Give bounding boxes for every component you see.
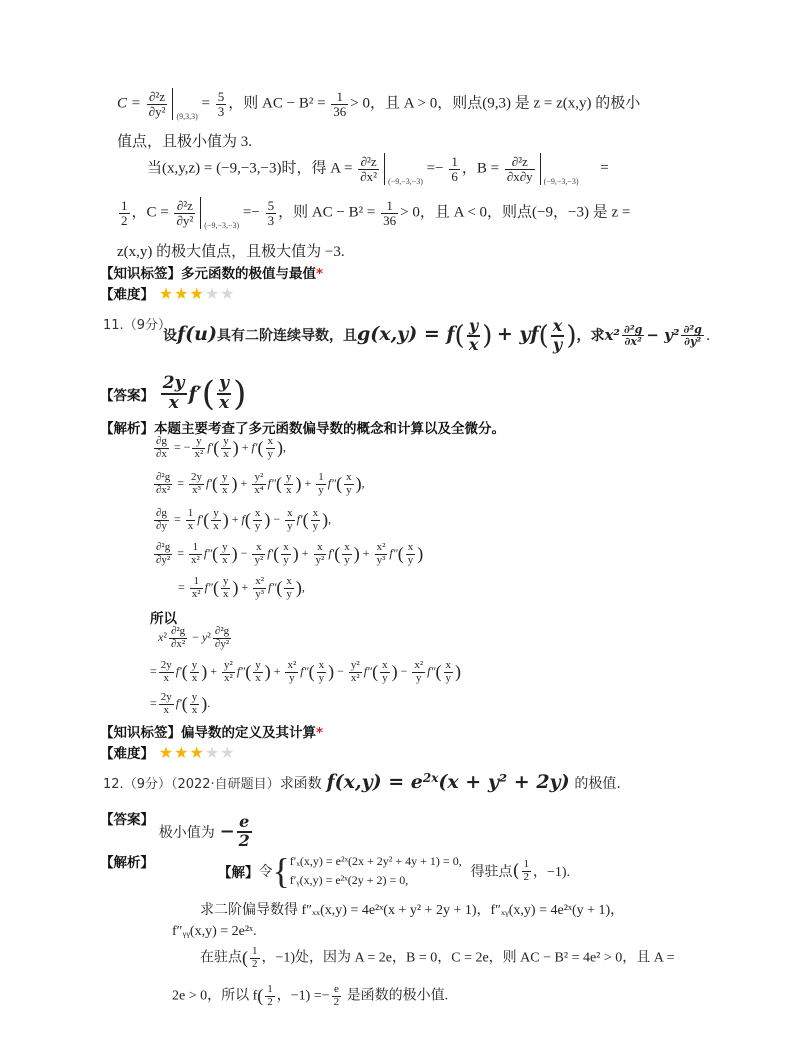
analysis-12-second-derivs: 求二阶偏导数得 f″ₓₓ(x,y) = 4e²ˣ(x + y² + 2y + 1)，f″ₓᵧ(x,y) = 4e²ˣ(y + 1)，	[200, 903, 625, 918]
numerator: 1	[121, 197, 128, 213]
fraction	[551, 318, 565, 354]
analysis-label: 【解析】	[100, 421, 154, 437]
text: ，−1)处，因为 A = 2e，B = 0，C = 2e，则 AC − B² = 4e² > 0，且 A =	[261, 950, 675, 966]
equation-system	[290, 852, 462, 890]
paren: (	[257, 985, 264, 1006]
text: 在驻点	[200, 950, 242, 966]
text: =	[201, 95, 211, 112]
analysis-12-check-2	[172, 984, 448, 1008]
analysis-12-system	[218, 850, 570, 892]
required-mark: *	[316, 725, 324, 741]
denominator: 3	[217, 103, 225, 119]
numerator: 1	[267, 983, 273, 995]
difficulty-1	[100, 283, 236, 303]
question-number: 12.	[103, 777, 124, 792]
derivation-d2g-dy2: $\frac{\text{∂²g}}{\text{∂y²}}$ = $\frac{1}{\text{x²}}$ f″( $\frac{y}{x}$ ) − $\frac{x}{\text{y²}}$ f′( $\frac{x}{y}$ ) + $\frac{x}{\text{y²}}$ f′( $\frac{x}{y}$ ) + $\frac{\text{x²}}{\text{y³}}$ f″( $\frac{x}{y}$ )	[156, 541, 424, 566]
paren: )	[566, 320, 577, 351]
fraction: $\frac{\text{∂²g}}{\text{∂y²}}$	[683, 322, 702, 349]
eval-subscript: (−9,−3,−3)	[204, 221, 240, 231]
text: 的极值.	[574, 776, 621, 792]
difficulty-2	[100, 742, 236, 762]
text: 当(x,y,z) = (−9,−3,−3)时，得 A =	[147, 160, 353, 177]
prev-solution-line-1	[117, 88, 640, 120]
paren: (	[201, 374, 215, 414]
fraction	[217, 375, 231, 413]
prev-solution-line-3	[147, 153, 609, 185]
difficulty-stars	[159, 285, 236, 303]
question-score: （9分）	[123, 318, 171, 333]
fraction	[331, 90, 348, 118]
question-11-text	[163, 318, 710, 354]
difficulty-stars	[159, 744, 236, 762]
math: f′	[188, 383, 202, 405]
star-icon: ★	[220, 743, 236, 762]
star-icon: ★	[189, 284, 205, 303]
equation-1: f′ₓ(x,y) = e²ˣ(2x + 2y² + 4y + 1) = 0,	[289, 853, 462, 868]
eval-subscript: (−9,−3,−3)	[388, 177, 423, 187]
numerator: ∂²z	[358, 155, 379, 170]
analysis-12-check-1	[200, 946, 675, 970]
paren: )	[233, 374, 247, 414]
math: − y²	[646, 325, 680, 344]
text: ，C =	[131, 204, 169, 221]
denominator: 6	[451, 168, 458, 184]
eval-bar	[384, 153, 385, 185]
denominator: 3	[267, 212, 275, 228]
text: 令	[258, 865, 273, 880]
fraction	[119, 199, 130, 227]
paren: (	[538, 320, 549, 351]
left-brace: {	[272, 851, 290, 891]
analysis-intro: 本题主要考查了多元函数偏导数的概念和计算以及全微分。	[154, 421, 505, 437]
tag-value: 多元函数的极值与最值	[181, 266, 316, 282]
tag-label: 【知识标签】	[100, 725, 181, 741]
tag-label: 【知识标签】	[100, 266, 181, 282]
text: ，B =	[461, 160, 500, 177]
numerator: 5	[217, 88, 225, 104]
answer-fraction	[237, 814, 252, 850]
star-icon: ★	[174, 284, 190, 303]
answer-12	[100, 808, 254, 850]
knowledge-tag-1	[100, 262, 323, 282]
text: =−	[426, 160, 444, 177]
question-11-header	[103, 314, 171, 333]
fraction	[505, 155, 535, 183]
prev-solution-line-2: 值点，且极小值为 3.	[117, 134, 253, 150]
derivation-expanded: = $\frac{2y}{x}$ f′( $\frac{y}{x}$ ) + $\frac{\text{y²}}{\text{x²}}$ f″( $\frac{y}{x}$ ) + $\frac{\text{x²}}{y}$ f″( $\frac{x}{y}$ ) − $\frac{\text{y²}}{\text{x²}}$ f″( $\frac{x}{y}$ ) − $\frac{\text{x²}}{y}$ f″( $\frac{x}{y}$ )	[150, 659, 461, 684]
fraction: $\frac{\text{∂²g}}{\text{∂x²}}$	[623, 322, 643, 349]
denominator: ∂x∂y	[506, 168, 533, 184]
numerator: y	[217, 375, 231, 395]
star-icon: ★	[158, 743, 175, 762]
text: ，则 AC − B² =	[228, 95, 326, 112]
eval-bar	[200, 197, 201, 229]
answer-text: 极小值为	[158, 824, 215, 841]
numerator: 1	[331, 90, 348, 105]
fraction	[265, 984, 275, 1008]
answer-label: 【答案】	[100, 812, 154, 828]
fraction	[522, 859, 532, 883]
derivation-dg-dy: $\frac{\partial g}{\partial y}$ = $\frac{1}{x}$ f′( $\frac{y}{x}$ ) + f( $\frac{x}{y}$ ) − $\frac{x}{y}$ f′( $\frac{x}{y}$ ),	[156, 507, 332, 532]
math: −	[219, 821, 235, 843]
so-label: 所以	[150, 611, 177, 627]
derivation-result: = $\frac{2y}{x}$ f′( $\frac{y}{x}$ ).	[150, 691, 211, 716]
numerator: 1	[252, 945, 258, 957]
text: ，−1).	[533, 865, 571, 880]
question-number: 11.	[103, 318, 124, 333]
text: ，求	[576, 327, 605, 344]
denominator: 2	[121, 212, 128, 228]
numerator: x	[552, 316, 563, 335]
math: (x + y² + 2y)	[438, 771, 570, 793]
text: .	[705, 327, 711, 344]
text: 2e > 0，所以 f	[172, 988, 258, 1004]
numerator: ∂²z	[147, 90, 168, 105]
numerator: 1	[381, 199, 398, 214]
fraction	[216, 90, 227, 118]
difficulty-label: 【难度】	[100, 746, 154, 762]
analysis-12-label: 【解析】	[100, 855, 154, 871]
required-mark: *	[316, 266, 324, 282]
denominator: 2	[252, 957, 258, 970]
text: 是函数的极小值.	[346, 988, 449, 1004]
math: f(u)	[177, 322, 217, 345]
paren: (	[512, 860, 520, 882]
numerator: 5	[267, 197, 275, 213]
eval-bar	[540, 153, 541, 185]
denominator: 36	[333, 103, 347, 119]
numerator: ∂²z	[505, 155, 535, 170]
text: 设	[163, 327, 177, 344]
analysis-12-second-derivs-2: f″ᵧᵧ(x,y) = 2e²ˣ.	[172, 924, 257, 939]
denominator: 36	[383, 212, 397, 228]
fraction	[467, 318, 481, 354]
prev-solution-line-4	[117, 197, 630, 229]
star-icon: ★	[158, 284, 175, 303]
numerator: e	[332, 984, 342, 997]
denominator: x	[218, 393, 230, 413]
derivation-d2g-dx2: $\frac{\text{∂²g}}{\text{∂x²}}$ = $\frac{2y}{\text{x³}}$ f′( $\frac{y}{x}$ ) + $\frac{\text{y²}}{\text{x⁴}}$ f″( $\frac{y}{x}$ ) + $\frac{1}{y}$ f″( $\frac{x}{y}$ ),	[156, 471, 365, 496]
denominator: 2	[267, 995, 273, 1008]
paren: (	[454, 320, 465, 351]
question-score: （9分）	[123, 777, 171, 792]
eval-subscript: (−9,−3,−3)	[543, 177, 579, 187]
derivation-combined: x² $\frac{\text{∂²g}}{\text{∂x²}}$ − y² $\frac{\text{∂²g}}{\text{∂y²}}$	[158, 625, 230, 650]
numerator: 2y	[162, 373, 185, 394]
fraction	[449, 155, 460, 183]
math: f(x,y) = e	[326, 771, 423, 793]
star-icon: ★	[189, 743, 205, 762]
equation-2: f′ᵧ(x,y) = e²ˣ(2y + 2) = 0,	[289, 873, 409, 887]
text: 得驻点	[470, 865, 513, 880]
numerator: 1	[451, 153, 458, 169]
math-exponent: 2x	[422, 771, 439, 785]
tag-value: 偏导数的定义及其计算	[181, 725, 316, 741]
text: 具有二阶连续导数，且	[216, 327, 357, 344]
eval-bar	[172, 88, 173, 120]
text: > 0，且 A > 0，则点(9,3) 是 z = z(x,y) 的极小	[350, 95, 641, 112]
prev-solution-line-5: z(x,y) 的极大值点，且极大值为 −3.	[117, 244, 345, 260]
answer-label: 【答案】	[100, 388, 154, 404]
difficulty-label: 【难度】	[100, 287, 154, 303]
denominator: ∂y²	[176, 212, 194, 228]
numerator: 1	[523, 857, 530, 870]
eval-subscript: (9,3,3)	[176, 112, 198, 122]
fraction	[147, 90, 168, 118]
numerator: e	[237, 814, 252, 833]
text: C =	[117, 95, 141, 112]
solve-label: 【解】	[218, 865, 259, 881]
math: x²	[604, 325, 620, 344]
text: =−	[242, 204, 260, 221]
answer-11	[100, 374, 246, 414]
fraction	[358, 155, 379, 183]
denominator: ∂y²	[148, 103, 166, 119]
fraction	[332, 984, 342, 1008]
star-icon: ★	[204, 743, 221, 762]
star-icon: ★	[174, 743, 190, 762]
question-source: （2022·自研题目）	[170, 777, 280, 792]
paren: )	[482, 320, 493, 351]
fraction	[381, 199, 398, 227]
knowledge-tag-2	[100, 721, 323, 741]
denominator: 2	[333, 995, 340, 1008]
denominator: 2	[523, 870, 530, 883]
text: > 0，且 A < 0，则点(−9，−3) 是 z =	[400, 204, 631, 221]
denominator: 2	[238, 830, 250, 850]
math: g(x,y) = f	[356, 322, 455, 345]
numerator: y	[467, 318, 481, 337]
text: =	[600, 160, 609, 177]
star-icon: ★	[204, 284, 221, 303]
text: 求函数	[279, 776, 322, 792]
numerator: ∂²z	[174, 199, 195, 214]
denominator: x	[168, 393, 179, 413]
answer-fraction	[161, 375, 187, 413]
text: ，−1) =−	[276, 988, 330, 1004]
derivation-dg-dx: $\frac{\partial g}{\partial x}$ = − $\frac{y}{\text{x²}}$ f′( $\frac{y}{x}$ ) + f′( $\frac{x}{y}$ ),	[156, 435, 287, 460]
fraction	[266, 199, 277, 227]
fraction	[250, 946, 260, 970]
analysis-11-header	[100, 417, 505, 437]
question-12	[103, 771, 621, 793]
text: ，则 AC − B² =	[278, 204, 376, 221]
denominator: ∂x²	[360, 168, 378, 184]
denominator: y	[552, 334, 563, 354]
denominator: x	[468, 334, 479, 354]
paren: (	[242, 947, 248, 968]
star-icon: ★	[220, 284, 236, 303]
fraction	[174, 199, 195, 227]
derivation-d2g-dy2-simplified: = $\frac{1}{\text{x²}}$ f″( $\frac{y}{x}$ ) + $\frac{\text{x²}}{\text{y³}}$ f″( $\frac{x}{y}$ ),	[178, 575, 305, 600]
math: + yf	[496, 322, 539, 345]
